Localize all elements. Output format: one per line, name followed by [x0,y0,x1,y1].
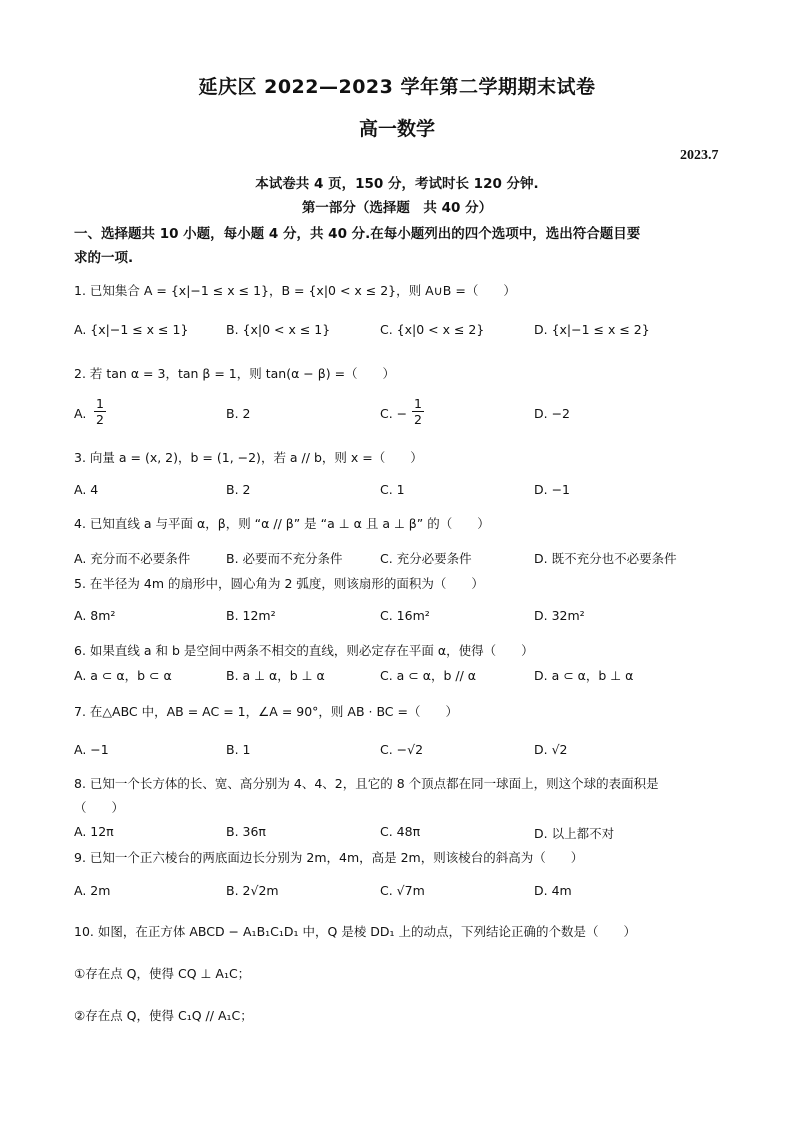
q2-option-b: B. 2 [226,406,251,421]
section-instruction-line2: 求的一项. [74,250,134,266]
question-6-stem: 6. 如果直线 a 和 b 是空间中两条不相交的直线，则必定存在平面 α，使得（ ） [74,643,534,658]
q7-option-a: A. −1 [74,742,109,757]
q2-fraction-a [94,396,106,427]
q8-option-a: A. 12π [74,824,114,839]
question-9-stem: 9. 已知一个正六棱台的两底面边长分别为 2m，4m，高是 2m，则该棱台的斜高为（ ） [74,850,584,865]
exam-date: 2023.7 [680,148,719,163]
q1-option-d: D. {x|−1 ≤ x ≤ 2} [534,322,650,337]
q9-option-b: B. 2√2m [226,883,279,898]
section-instruction-line1: 一、选择题共 10 小题，每小题 4 分，共 40 分.在每小题列出的四个选项中，选出符合题目要 [74,226,641,242]
fraction-denominator: 2 [414,412,422,427]
question-1-stem: 1. 已知集合 A = {x|−1 ≤ x ≤ 1}，B = {x|0 < x ≤ 2}，则 A∪B =（ ） [74,283,516,298]
q2-option-c: C. − [380,406,408,421]
fraction-denominator: 2 [96,412,104,427]
q4-option-c: C. 充分必要条件 [380,551,472,566]
q2-option-d: D. −2 [534,406,570,421]
exam-subject: 高一数学 [358,118,435,140]
question-5-stem: 5. 在半径为 4m 的扇形中，圆心角为 2 弧度，则该扇形的面积为（ ） [74,576,484,591]
q1-option-b: B. {x|0 < x ≤ 1} [226,322,331,337]
q5-option-c: C. 16m² [380,608,430,623]
q3-option-c: C. 1 [380,482,405,497]
q4-option-b: B. 必要而不充分条件 [226,551,343,566]
q1-option-c: C. {x|0 < x ≤ 2} [380,322,485,337]
question-3-stem: 3. 向量 a = (x, 2)，b = (1, −2)，若 a // b，则 x =（ ） [74,450,423,465]
q3-option-d: D. −1 [534,482,570,497]
question-8-stem: 8. 已知一个长方体的长、宽、高分别为 4、4、2，且它的 8 个顶点都在同一球面上，则这个球的表面积是 [74,776,659,791]
q1-option-a: A. {x|−1 ≤ x ≤ 1} [74,322,189,337]
q8-option-d: D. 以上都不对 [534,826,615,841]
q5-option-b: B. 12m² [226,608,276,623]
question-8-stem-continued: （ ） [74,800,125,815]
q6-option-c: C. a ⊂ α，b // α [380,668,477,683]
q5-option-d: D. 32m² [534,608,585,623]
q2-fraction-c [412,396,424,427]
q9-option-c: C. √7m [380,883,425,898]
q6-option-d: D. a ⊂ α，b ⊥ α [534,668,634,683]
q7-option-b: B. 1 [226,742,251,757]
question-2-stem: 2. 若 tan α = 3，tan β = 1，则 tan(α − β) =（ ） [74,366,396,381]
q8-option-c: C. 48π [380,824,421,839]
q5-option-a: A. 8m² [74,608,116,623]
question-10-stem: 10. 如图，在正方体 ABCD − A₁B₁C₁D₁ 中，Q 是棱 DD₁ 上的动点，下列结论正确的个数是（ ） [74,924,637,939]
q2-option-a: A. [74,406,87,421]
fraction-numerator: 1 [94,396,106,412]
q4-option-a: A. 充分而不必要条件 [74,551,191,566]
question-7-stem: 7. 在△ABC 中，AB = AC = 1，∠A = 90°，则 AB · BC =（ ） [74,704,458,719]
exam-title: 延庆区 2022—2023 学年第二学期期末试卷 [198,76,596,98]
q6-option-a: A. a ⊂ α，b ⊂ α [74,668,172,683]
q8-option-b: B. 36π [226,824,266,839]
q7-option-d: D. √2 [534,742,568,757]
q10-statement-1: ①存在点 Q，使得 CQ ⊥ A₁C； [74,966,251,981]
q10-statement-2: ②存在点 Q，使得 C₁Q // A₁C； [74,1008,253,1023]
question-4-stem: 4. 已知直线 a 与平面 α，β，则 “α // β” 是 “a ⊥ α 且 a ⊥ β” 的（ ） [74,516,490,531]
q3-option-a: A. 4 [74,482,99,497]
q7-option-c: C. −√2 [380,742,424,757]
part-heading: 第一部分（选择题 共 40 分） [301,200,493,216]
q4-option-d: D. 既不充分也不必要条件 [534,551,677,566]
fraction-numerator: 1 [412,396,424,412]
q3-option-b: B. 2 [226,482,251,497]
q6-option-b: B. a ⊥ α，b ⊥ α [226,668,325,683]
exam-info: 本试卷共 4 页，150 分，考试时长 120 分钟. [255,176,539,192]
q9-option-a: A. 2m [74,883,111,898]
q9-option-d: D. 4m [534,883,572,898]
